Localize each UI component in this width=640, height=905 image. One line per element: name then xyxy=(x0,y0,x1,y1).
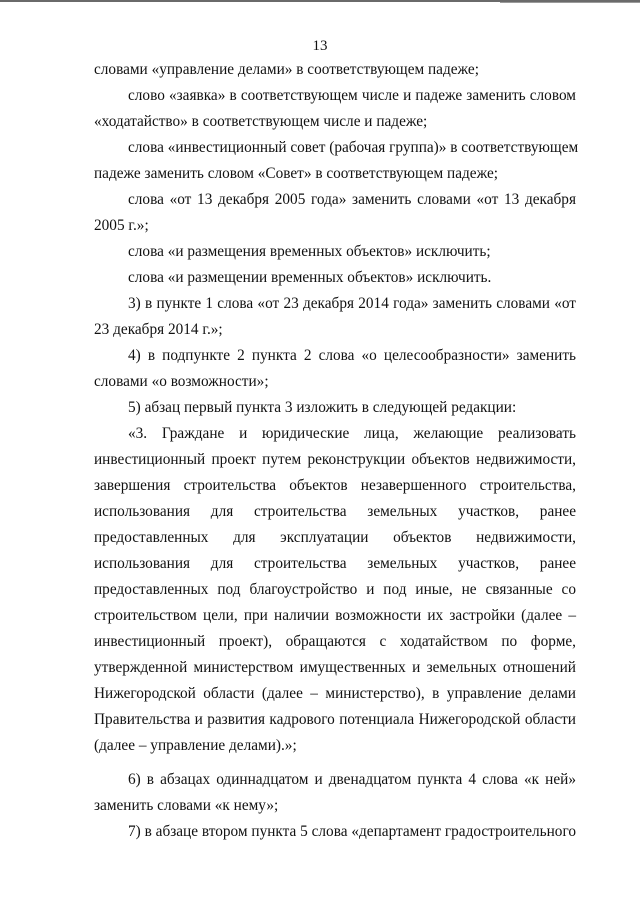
text-line: завершения строительства объектов незавершенного строительства, xyxy=(94,477,576,494)
page-number: 13 xyxy=(312,38,328,54)
text-line: Нижегородской области (далее – министерство), в управление делами xyxy=(94,685,576,702)
text-line: слова «от 13 декабря 2005 года» заменить словами «от 13 декабря xyxy=(128,191,576,208)
text-line: 6) в абзацах одиннадцатом и двенадцатом пункта 4 слова «к ней» xyxy=(128,771,576,788)
text-line: слова «и размещении временных объектов» исключить. xyxy=(128,269,492,286)
text-line: предоставленных для эксплуатации объектов недвижимости, xyxy=(94,529,576,546)
text-line: 4) в подпункте 2 пункта 2 слова «о целесообразности» заменить xyxy=(128,347,576,364)
text-line: инвестиционный проект), обращаются с ходатайством по форме, xyxy=(94,633,576,650)
text-line: утвержденной министерством имущественных и земельных отношений xyxy=(94,659,576,676)
text-line: строительством цели, при наличии возможности их застройки (далее – xyxy=(94,607,576,624)
text-line: слово «заявка» в соответствующем числе и падеже заменить словом xyxy=(128,87,576,104)
text-line: Правительства и развития кадрового потенциала Нижегородской области xyxy=(94,711,576,728)
text-line: словами «управление делами» в соответствующем падеже; xyxy=(94,61,479,78)
text-line: «3. Граждане и юридические лица, желающие реализовать xyxy=(128,425,576,442)
text-line: использования для строительства земельных участков, ранее xyxy=(94,555,576,572)
text-line: использования для строительства земельных участков, ранее xyxy=(94,503,576,520)
text-line: 23 декабря 2014 г.»; xyxy=(94,321,223,338)
text-line: 2005 г.»; xyxy=(94,217,149,234)
top-border-line-right xyxy=(500,2,640,3)
text-line: 5) абзац первый пункта 3 изложить в следующей редакции: xyxy=(128,399,517,416)
text-line: 3) в пункте 1 слова «от 23 декабря 2014 года» заменить словами «от xyxy=(128,295,576,312)
text-line: падеже заменить словом «Совет» в соответствующем падеже; xyxy=(94,165,499,182)
text-line: 7) в абзаце втором пункта 5 слова «департамент градостроительного xyxy=(128,823,576,840)
text-line: предоставленных под благоустройство и под иные, не связанные со xyxy=(94,581,576,598)
text-line: инвестиционный проект путем реконструкции объектов недвижимости, xyxy=(94,451,576,468)
text-line: слова «инвестиционный совет (рабочая группа)» в соответствующем xyxy=(128,139,579,156)
text-line: словами «о возможности»; xyxy=(94,373,269,390)
text-line: (далее – управление делами).»; xyxy=(94,737,297,754)
text-line: заменить словами «к нему»; xyxy=(94,797,279,814)
text-line: слова «и размещения временных объектов» исключить; xyxy=(128,243,491,260)
text-line: «ходатайство» в соответствующем числе и падеже; xyxy=(94,113,428,130)
